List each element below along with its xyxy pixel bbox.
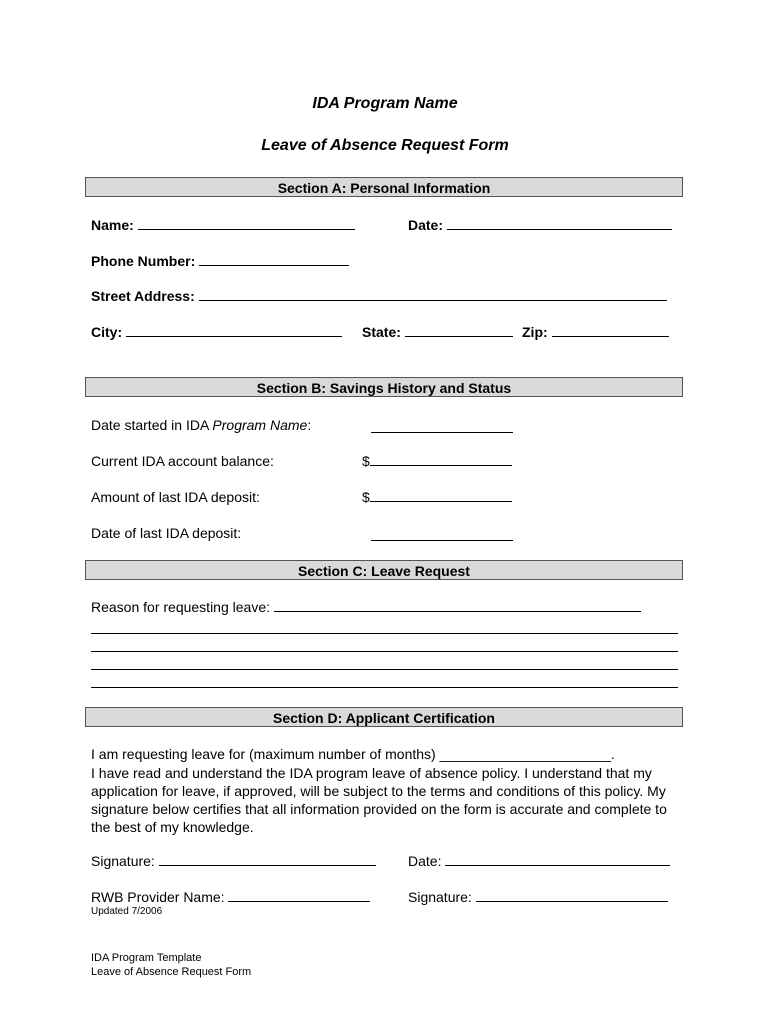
zip-field[interactable] (522, 324, 669, 340)
date-label: Date: (408, 217, 444, 233)
reason-line-5[interactable] (91, 687, 678, 688)
reason-line-2[interactable] (91, 633, 678, 634)
section-d-header: Section D: Applicant Certification (85, 707, 683, 727)
state-label: State: (362, 324, 401, 340)
date-started-label: Date started in IDA Program Name: (91, 417, 312, 433)
name-field[interactable] (91, 217, 355, 233)
reason-label: Reason for requesting leave: (91, 599, 270, 615)
name-input-line[interactable] (138, 217, 355, 230)
applicant-signature-field[interactable] (91, 853, 376, 869)
updated-note: Updated 7/2006 (91, 906, 163, 917)
state-input-line[interactable] (405, 324, 513, 337)
months-request-line[interactable]: I am requesting leave for (maximum number of months) ______________________. (91, 746, 615, 762)
applicant-date-input-line[interactable] (445, 853, 670, 866)
signature-input-line[interactable] (159, 853, 376, 866)
city-field[interactable] (91, 324, 342, 340)
last-deposit-amount-label: Amount of last IDA deposit: (91, 489, 260, 505)
provider-name-label: RWB Provider Name: (91, 889, 225, 905)
provider-name-field[interactable] (91, 889, 370, 905)
last-deposit-amount-field[interactable] (362, 489, 512, 505)
current-balance-input-line[interactable] (370, 453, 512, 466)
section-c-header: Section C: Leave Request (85, 560, 683, 580)
last-deposit-date-input-line[interactable] (371, 528, 513, 546)
last-deposit-amount-input-line[interactable] (370, 489, 512, 502)
zip-input-line[interactable] (552, 324, 669, 337)
state-field[interactable] (362, 324, 513, 340)
date-input-line[interactable] (447, 217, 672, 230)
zip-label: Zip: (522, 324, 548, 340)
name-label: Name: (91, 217, 134, 233)
form-title-heading: Leave of Absence Request Form (261, 137, 509, 154)
signature-label: Signature: (91, 853, 155, 869)
street-address-field[interactable] (91, 288, 667, 304)
phone-label: Phone Number: (91, 253, 196, 269)
date-started-input-line[interactable] (371, 420, 513, 438)
current-balance-field[interactable] (362, 453, 512, 469)
last-deposit-date-label: Date of last IDA deposit: (91, 525, 242, 541)
currency-symbol: $ (362, 453, 370, 469)
street-address-input-line[interactable] (199, 288, 667, 301)
footer-line-2: Leave of Absence Request Form (91, 966, 252, 978)
reason-field[interactable] (91, 599, 641, 615)
currency-symbol: $ (362, 489, 370, 505)
provider-signature-input-line[interactable] (476, 889, 668, 902)
phone-field[interactable] (91, 253, 349, 269)
program-name-heading: IDA Program Name (312, 95, 458, 112)
applicant-date-field[interactable] (408, 853, 670, 869)
certification-text: I have read and understand the IDA program leave of absence policy. I understand that my application for leave, if approved, will be subject to the terms and conditions of this policy. My signature below certifies that all information provided on the form is accurate and complete to the best of my knowledge. (91, 765, 667, 835)
city-input-line[interactable] (126, 324, 342, 337)
provider-signature-label: Signature: (408, 889, 472, 905)
section-b-header: Section B: Savings History and Status (85, 377, 683, 397)
footer-line-1: IDA Program Template (91, 952, 202, 964)
reason-line-3[interactable] (91, 651, 678, 652)
section-a-header: Section A: Personal Information (85, 177, 683, 197)
current-balance-label: Current IDA account balance: (91, 453, 274, 469)
provider-signature-field[interactable] (408, 889, 668, 905)
city-label: City: (91, 324, 123, 340)
reason-input-line[interactable] (274, 599, 641, 612)
date-field[interactable] (408, 217, 672, 233)
reason-line-4[interactable] (91, 669, 678, 670)
phone-input-line[interactable] (199, 253, 349, 266)
date-label: Date: (408, 853, 442, 869)
provider-name-input-line[interactable] (228, 889, 370, 902)
street-address-label: Street Address: (91, 288, 195, 304)
